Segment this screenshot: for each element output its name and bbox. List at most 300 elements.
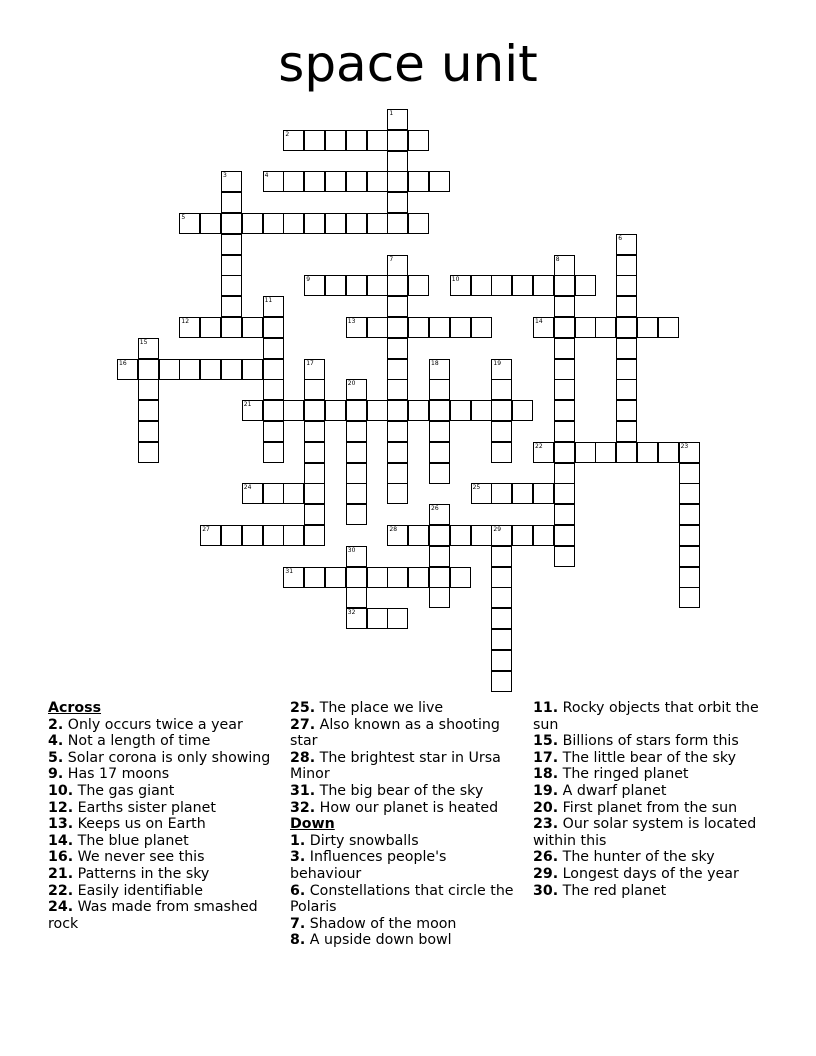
cell-number: 13	[347, 318, 356, 325]
grid-cell[interactable]	[533, 525, 554, 546]
cell-number: 23	[680, 442, 689, 450]
grid-cell[interactable]	[450, 525, 471, 546]
grid-cell[interactable]	[429, 504, 450, 525]
grid-cell[interactable]	[387, 359, 408, 380]
clue-number: 5.	[48, 749, 64, 766]
down-clue	[290, 916, 520, 933]
grid-cell[interactable]	[263, 171, 284, 192]
grid-cell[interactable]	[658, 442, 679, 463]
grid-cell[interactable]	[387, 317, 408, 338]
grid-cell[interactable]	[512, 400, 533, 421]
grid-cell[interactable]	[304, 400, 325, 421]
grid-cell[interactable]	[346, 483, 367, 504]
grid-cell[interactable]	[179, 317, 200, 338]
cell-number: 17	[306, 359, 314, 367]
grid-cell[interactable]	[408, 567, 429, 588]
grid-cell[interactable]	[325, 171, 346, 192]
grid-cell[interactable]	[491, 608, 512, 629]
grid-cell[interactable]	[304, 359, 325, 380]
clue-number: 29.	[533, 865, 559, 882]
clue-number: 6.	[290, 882, 306, 899]
grid-cell[interactable]	[263, 421, 284, 442]
grid-cell[interactable]	[387, 296, 408, 317]
grid-cell[interactable]	[221, 275, 242, 296]
down-clue	[290, 849, 520, 882]
grid-cell[interactable]	[304, 567, 325, 588]
grid-cell[interactable]	[387, 151, 408, 172]
grid-cell[interactable]	[242, 213, 263, 234]
grid-cell[interactable]	[346, 213, 367, 234]
grid-cell[interactable]	[658, 317, 679, 338]
grid-cell[interactable]	[471, 400, 492, 421]
grid-cell[interactable]	[471, 483, 492, 504]
grid-cell[interactable]	[491, 650, 512, 671]
page-title: space unit	[278, 35, 538, 93]
grid-cell[interactable]	[221, 359, 242, 380]
grid-cell[interactable]	[491, 442, 512, 463]
grid-cell[interactable]	[387, 483, 408, 504]
grid-cell[interactable]	[346, 504, 367, 525]
grid-cell[interactable]	[367, 608, 388, 629]
grid-cell[interactable]	[304, 463, 325, 484]
grid-cell[interactable]	[263, 317, 284, 338]
grid-cell[interactable]	[616, 442, 637, 463]
clue-text: Has 17 moons	[63, 766, 170, 783]
grid-cell[interactable]	[221, 296, 242, 317]
grid-cell[interactable]	[512, 525, 533, 546]
grid-cell[interactable]	[283, 525, 304, 546]
grid-cell[interactable]	[554, 400, 575, 421]
grid-cell[interactable]	[138, 338, 159, 359]
grid-cell[interactable]	[242, 400, 263, 421]
grid-cell[interactable]	[283, 130, 304, 151]
clue-text: A dwarf planet	[558, 782, 667, 799]
clue-number: 3.	[290, 849, 306, 866]
cell-number: 5	[181, 214, 186, 221]
grid-cell[interactable]	[491, 421, 512, 442]
down-clue	[533, 750, 773, 767]
clue-number: 17.	[533, 749, 559, 766]
grid-cell[interactable]	[554, 275, 575, 296]
grid-cell[interactable]	[138, 442, 159, 463]
grid-cell[interactable]	[429, 463, 450, 484]
grid-cell[interactable]	[554, 379, 575, 400]
grid-cell[interactable]	[179, 359, 200, 380]
grid-cell[interactable]	[346, 130, 367, 151]
grid-cell[interactable]	[429, 546, 450, 567]
cell-number: 12	[181, 318, 190, 325]
grid-cell[interactable]	[283, 171, 304, 192]
grid-cell[interactable]	[491, 275, 512, 296]
grid-cell[interactable]	[346, 587, 367, 608]
clue-text: The ringed planet	[558, 766, 689, 783]
grid-cell[interactable]	[429, 317, 450, 338]
grid-cell[interactable]	[429, 525, 450, 546]
grid-cell[interactable]	[200, 213, 221, 234]
grid-cell[interactable]	[450, 275, 471, 296]
grid-cell[interactable]	[429, 400, 450, 421]
grid-cell[interactable]	[554, 525, 575, 546]
grid-cell[interactable]	[387, 400, 408, 421]
grid-cell[interactable]	[408, 400, 429, 421]
cell-number: 31	[285, 567, 294, 575]
grid-cell[interactable]	[491, 546, 512, 567]
clue-number: 26.	[533, 849, 559, 866]
grid-cell[interactable]	[325, 213, 346, 234]
grid-cell[interactable]	[679, 587, 700, 608]
grid-cell[interactable]	[138, 379, 159, 400]
grid-cell[interactable]	[554, 296, 575, 317]
grid-cell[interactable]	[367, 317, 388, 338]
clue-number: 1.	[290, 832, 306, 849]
grid-cell[interactable]	[263, 400, 284, 421]
grid-cell[interactable]	[263, 296, 284, 317]
grid-cell[interactable]	[304, 213, 325, 234]
cell-number: 16	[119, 359, 127, 367]
grid-cell[interactable]	[346, 463, 367, 484]
grid-cell[interactable]	[242, 317, 263, 338]
grid-cell[interactable]	[387, 171, 408, 192]
grid-cell[interactable]	[304, 442, 325, 463]
grid-cell[interactable]	[616, 234, 637, 255]
grid-cell[interactable]	[533, 317, 554, 338]
grid-cell[interactable]	[263, 483, 284, 504]
grid-cell[interactable]	[325, 130, 346, 151]
grid-cell[interactable]	[263, 442, 284, 463]
clue-number: 4.	[48, 733, 64, 750]
cell-number: 29	[493, 526, 502, 533]
grid-cell[interactable]	[387, 463, 408, 484]
clue-number: 14.	[48, 832, 74, 849]
grid-cell[interactable]	[429, 171, 450, 192]
grid-cell[interactable]	[387, 109, 408, 130]
grid-cell[interactable]	[325, 400, 346, 421]
grid-cell[interactable]	[179, 213, 200, 234]
clue-number: 15.	[533, 733, 559, 750]
grid-cell[interactable]	[221, 234, 242, 255]
grid-cell[interactable]	[491, 629, 512, 650]
cell-number: 7	[389, 255, 394, 263]
grid-cell[interactable]	[595, 442, 616, 463]
grid-cell[interactable]	[387, 442, 408, 463]
grid-cell[interactable]	[616, 255, 637, 276]
grid-cell[interactable]	[491, 359, 512, 380]
down-clue	[290, 932, 520, 949]
grid-cell[interactable]	[242, 359, 263, 380]
grid-cell[interactable]	[387, 255, 408, 276]
grid-cell[interactable]	[367, 213, 388, 234]
grid-cell[interactable]	[367, 171, 388, 192]
grid-cell[interactable]	[263, 525, 284, 546]
clue-text: The hunter of the sky	[558, 849, 715, 866]
grid-cell[interactable]	[679, 463, 700, 484]
across-clue	[290, 783, 520, 800]
grid-cell[interactable]	[387, 379, 408, 400]
grid-cell[interactable]	[491, 525, 512, 546]
clue-text: Patterns in the sky	[73, 865, 210, 882]
grid-cell[interactable]	[616, 275, 637, 296]
grid-cell[interactable]	[554, 338, 575, 359]
clue-number: 24.	[48, 899, 74, 916]
grid-cell[interactable]	[346, 171, 367, 192]
grid-cell[interactable]	[554, 421, 575, 442]
grid-cell[interactable]	[367, 275, 388, 296]
clue-text: Easily identifiable	[73, 882, 203, 899]
grid-cell[interactable]	[554, 483, 575, 504]
grid-cell[interactable]	[554, 255, 575, 276]
grid-cell[interactable]	[429, 442, 450, 463]
grid-cell[interactable]	[679, 525, 700, 546]
cell-number: 10	[451, 276, 460, 284]
across-clue	[48, 883, 278, 900]
grid-cell[interactable]	[512, 483, 533, 504]
grid-cell[interactable]	[512, 275, 533, 296]
grid-cell[interactable]	[575, 275, 596, 296]
grid-cell[interactable]	[471, 525, 492, 546]
clue-text: Only occurs twice a year	[63, 716, 243, 733]
across-clue	[290, 800, 520, 817]
grid-cell[interactable]	[304, 504, 325, 525]
grid-cell[interactable]	[554, 504, 575, 525]
grid-cell[interactable]	[387, 567, 408, 588]
grid-cell[interactable]	[304, 525, 325, 546]
clue-text: The little bear of the sky	[558, 749, 736, 766]
grid-cell[interactable]	[575, 442, 596, 463]
grid-cell[interactable]	[616, 338, 637, 359]
clue-number: 23.	[533, 816, 559, 833]
grid-cell[interactable]	[325, 275, 346, 296]
grid-cell[interactable]	[221, 317, 242, 338]
grid-cell[interactable]	[200, 317, 221, 338]
clue-text: Dirty snowballs	[305, 832, 419, 849]
clue-number: 7.	[290, 915, 306, 932]
grid-cell[interactable]	[263, 379, 284, 400]
grid-cell[interactable]	[450, 400, 471, 421]
grid-cell[interactable]	[491, 400, 512, 421]
down-clue	[533, 766, 773, 783]
grid-cell[interactable]	[554, 442, 575, 463]
grid-cell[interactable]	[159, 359, 180, 380]
across-clue	[48, 717, 278, 734]
grid-cell[interactable]	[325, 567, 346, 588]
cell-number: 1	[389, 110, 394, 117]
cell-number: 30	[347, 546, 356, 554]
down-clue	[533, 883, 773, 900]
grid-cell[interactable]	[367, 400, 388, 421]
grid-cell[interactable]	[346, 546, 367, 567]
grid-cell[interactable]	[679, 442, 700, 463]
grid-cell[interactable]	[346, 421, 367, 442]
grid-cell[interactable]	[616, 317, 637, 338]
across-clue	[290, 750, 520, 783]
clue-text: Influences people's behaviour	[290, 849, 447, 882]
cell-number: 6	[618, 234, 623, 242]
grid-cell[interactable]	[346, 608, 367, 629]
grid-cell[interactable]	[533, 275, 554, 296]
grid-cell[interactable]	[346, 567, 367, 588]
grid-cell[interactable]	[283, 213, 304, 234]
grid-cell[interactable]	[491, 671, 512, 692]
across-clue	[48, 750, 278, 767]
grid-cell[interactable]	[679, 567, 700, 588]
grid-cell[interactable]	[679, 504, 700, 525]
grid-cell[interactable]	[554, 546, 575, 567]
grid-cell[interactable]	[221, 255, 242, 276]
clue-text: Keeps us on Earth	[73, 816, 206, 833]
down-clue	[533, 800, 773, 817]
clue-number: 16.	[48, 849, 74, 866]
across-clue	[48, 800, 278, 817]
down-clue	[533, 783, 773, 800]
grid-cell[interactable]	[679, 483, 700, 504]
across-clue	[48, 816, 278, 833]
grid-cell[interactable]	[304, 421, 325, 442]
grid-cell[interactable]	[346, 442, 367, 463]
grid-cell[interactable]	[304, 483, 325, 504]
grid-cell[interactable]	[595, 317, 616, 338]
grid-cell[interactable]	[408, 275, 429, 296]
grid-cell[interactable]	[304, 171, 325, 192]
across-clue	[290, 700, 520, 717]
grid-cell[interactable]	[242, 483, 263, 504]
grid-cell[interactable]	[450, 317, 471, 338]
grid-cell[interactable]	[346, 400, 367, 421]
grid-cell[interactable]	[346, 379, 367, 400]
grid-cell[interactable]	[387, 192, 408, 213]
grid-cell[interactable]	[429, 567, 450, 588]
grid-cell[interactable]	[637, 442, 658, 463]
grid-cell[interactable]	[491, 379, 512, 400]
grid-cell[interactable]	[263, 338, 284, 359]
grid-cell[interactable]	[200, 359, 221, 380]
grid-cell[interactable]	[554, 317, 575, 338]
clue-column-3	[533, 700, 773, 899]
grid-cell[interactable]	[429, 379, 450, 400]
grid-cell[interactable]	[387, 421, 408, 442]
across-clue	[48, 833, 278, 850]
across-clue	[290, 717, 520, 750]
grid-cell[interactable]	[221, 171, 242, 192]
grid-cell[interactable]	[429, 421, 450, 442]
grid-cell[interactable]	[387, 213, 408, 234]
grid-cell[interactable]	[554, 463, 575, 484]
across-clue	[48, 766, 278, 783]
grid-cell[interactable]	[367, 567, 388, 588]
grid-cell[interactable]	[637, 317, 658, 338]
grid-cell[interactable]	[346, 317, 367, 338]
grid-cell[interactable]	[408, 171, 429, 192]
grid-cell[interactable]	[283, 400, 304, 421]
down-clue	[533, 849, 773, 866]
clue-number: 20.	[533, 799, 559, 816]
cell-number: 11	[264, 297, 273, 305]
cell-number: 24	[243, 484, 252, 492]
clue-text: We never see this	[73, 849, 205, 866]
down-clue	[533, 733, 773, 750]
grid-cell[interactable]	[387, 608, 408, 629]
clue-number: 9.	[48, 766, 64, 783]
grid-cell[interactable]	[408, 213, 429, 234]
clue-text: Billions of stars form this	[558, 733, 739, 750]
grid-cell[interactable]	[117, 359, 138, 380]
down-clue	[290, 833, 520, 850]
grid-cell[interactable]	[221, 213, 242, 234]
grid-cell[interactable]	[616, 359, 637, 380]
clue-text: First planet from the sun	[558, 799, 738, 816]
grid-cell[interactable]	[471, 275, 492, 296]
grid-cell[interactable]	[554, 359, 575, 380]
grid-cell[interactable]	[304, 130, 325, 151]
grid-cell[interactable]	[263, 213, 284, 234]
cell-number: 21	[243, 401, 252, 409]
grid-cell[interactable]	[491, 587, 512, 608]
grid-cell[interactable]	[679, 546, 700, 567]
grid-cell[interactable]	[346, 275, 367, 296]
grid-cell[interactable]	[367, 130, 388, 151]
grid-cell[interactable]	[138, 400, 159, 421]
grid-cell[interactable]	[304, 275, 325, 296]
grid-cell[interactable]	[575, 317, 596, 338]
grid-cell[interactable]	[616, 379, 637, 400]
grid-cell[interactable]	[387, 525, 408, 546]
grid-cell[interactable]	[616, 296, 637, 317]
grid-cell[interactable]	[533, 442, 554, 463]
clue-text: Also known as a shooting star	[290, 716, 500, 750]
grid-cell[interactable]	[616, 421, 637, 442]
grid-cell[interactable]	[387, 338, 408, 359]
grid-cell[interactable]	[491, 483, 512, 504]
across-clue	[48, 733, 278, 750]
clue-text: How our planet is heated	[315, 799, 499, 816]
grid-cell[interactable]	[138, 421, 159, 442]
cell-number: 18	[431, 359, 439, 367]
grid-cell[interactable]	[471, 317, 492, 338]
grid-cell[interactable]	[283, 483, 304, 504]
grid-cell[interactable]	[138, 359, 159, 380]
grid-cell[interactable]	[221, 192, 242, 213]
clue-text: The brightest star in Ursa Minor	[290, 749, 501, 783]
grid-cell[interactable]	[429, 359, 450, 380]
grid-cell[interactable]	[408, 130, 429, 151]
grid-cell[interactable]	[283, 567, 304, 588]
grid-cell[interactable]	[450, 567, 471, 588]
grid-cell[interactable]	[408, 525, 429, 546]
clue-text: Was made from smashed rock	[48, 899, 258, 932]
grid-cell[interactable]	[242, 525, 263, 546]
clue-number: 12.	[48, 799, 74, 816]
grid-cell[interactable]	[408, 317, 429, 338]
grid-cell[interactable]	[263, 359, 284, 380]
grid-cell[interactable]	[387, 275, 408, 296]
grid-cell[interactable]	[221, 525, 242, 546]
grid-cell[interactable]	[304, 379, 325, 400]
grid-cell[interactable]	[200, 525, 221, 546]
clue-text: Rocky objects that orbit the sun	[533, 700, 759, 733]
cell-number: 9	[306, 276, 311, 284]
grid-cell[interactable]	[533, 483, 554, 504]
clue-number: 28.	[290, 749, 316, 766]
grid-cell[interactable]	[387, 130, 408, 151]
grid-cell[interactable]	[491, 567, 512, 588]
grid-cell[interactable]	[616, 400, 637, 421]
clue-number: 25.	[290, 700, 316, 716]
clue-number: 31.	[290, 782, 316, 799]
cell-number: 27	[202, 526, 210, 533]
grid-cell[interactable]	[429, 587, 450, 608]
cell-number: 19	[493, 359, 502, 367]
clue-text: Longest days of the year	[558, 865, 739, 882]
clue-number: 19.	[533, 782, 559, 799]
